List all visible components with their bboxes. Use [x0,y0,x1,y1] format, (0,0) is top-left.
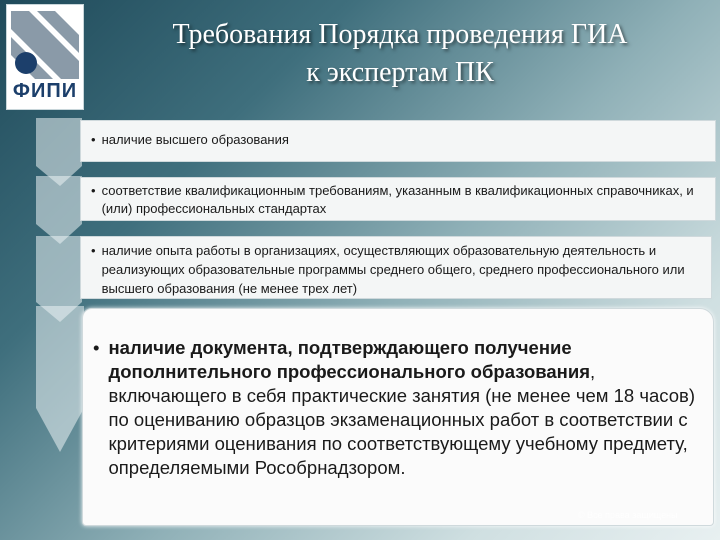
chevron-arrow-icon [36,176,82,244]
requirement-box-4 [82,308,714,526]
chevron-arrow-icon [36,118,82,186]
chevron-arrow-icon [36,306,84,452]
requirement-box-3 [80,236,712,299]
requirement-box-1 [80,120,716,162]
slide-title-line-1: Требования Порядка проведения ГИА [172,19,628,50]
process-chevrons [0,0,90,540]
requirement-text-4-bold: наличие документа, подтверждающего получение дополнительного профессионального образования [108,337,591,382]
requirement-text-4-rest: , включающего в себя практические занятия (не менее чем 18 часов) по оцениванию образцов экзаменационных работ в соответствии с критериями оценивания по соответствующему учебному предмету, определяемыми Рособрнадзором. [108,361,696,478]
requirement-text-3: наличие опыта работы в организациях, осуществляющих образовательную деятельность и реализующих образовательные программы среднего общего, среднего профессионального или высшего образования (не менее трех лет) [101,243,685,296]
bullet: • [91,183,96,198]
requirement-text-1: наличие высшего образования [101,132,289,147]
slide-title-line-2: к экспертам ПК [306,57,494,88]
bullet: • [91,243,96,258]
slide-title [95,16,705,92]
requirement-box-2 [80,177,716,221]
logo-text: ФИПИ [12,80,78,102]
copyright-notice: © Все права защищены [578,510,678,520]
bullet: • [91,132,96,147]
requirement-text-2: соответствие квалификационным требованиям, указанным в квалификационных справочниках, и (или) профессиональных стандартах [101,183,694,216]
requirement-text-4 [108,336,701,480]
bullet: • [93,337,100,358]
